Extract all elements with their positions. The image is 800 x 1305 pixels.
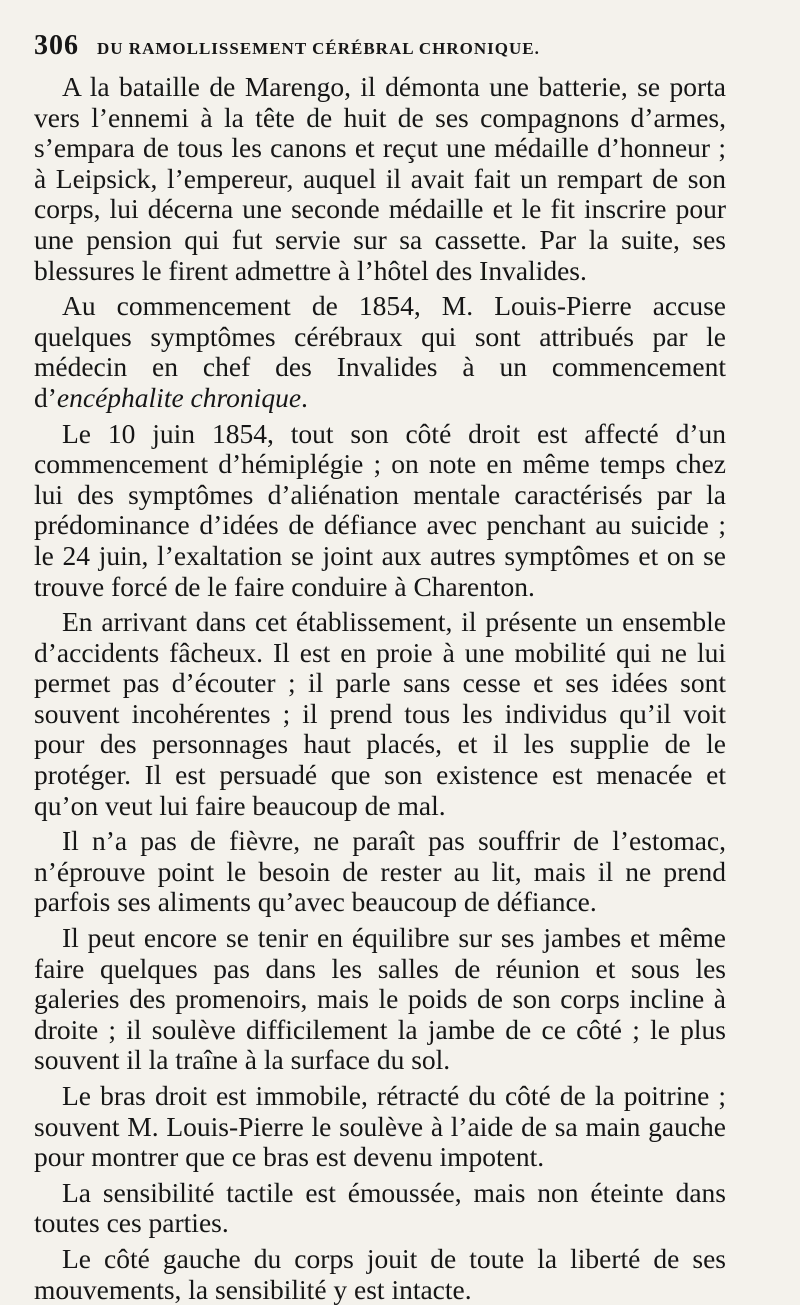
paragraph-sensibilite: La sensibilité tactile est émoussée, mais non éteinte dans toutes ces parties. [34,1176,726,1239]
paragraph-1854-end: . [301,381,308,413]
page-header [34,30,774,62]
body-text [34,72,726,1305]
paragraph-bras-droit: Le bras droit est immobile, rétracté du côté de la poitrine ; souvent M. Louis-Pierre le soulève à l’aide de sa main gauche pour montrer que ce bras est devenu impotent. [34,1080,726,1173]
paragraph-1854 [34,291,726,413]
italic-diagnosis: encéphalite chronique [56,381,302,413]
paragraph-1854-text: Au commencement de 1854, M. Louis-Pierre accuse quelques symptômes cérébraux qui sont attribués par le médecin en chef des Invalides à un commencement d’ [34,290,726,413]
paragraph-fievre: Il n’a pas de fièvre, ne paraît pas souffrir de l’estomac, n’éprouve point le besoin de rester au lit, mais il ne prend parfois ses aliments qu’avec beaucoup de défiance. [34,825,726,918]
running-title: DU RAMOLLISSEMENT CÉRÉBRAL CHRONIQUE. [97,39,540,58]
page-number: 306 [34,30,79,61]
paragraph-equilibre: Il peut encore se tenir en équilibre sur ses jambes et même faire quelques pas dans les salles de réunion et sous les galeries des promenoirs, mais le poids de son corps incline à droite ; il soulève difficilement la jambe de ce côté ; le plus souvent il la traîne à la surface du sol. [34,922,726,1076]
paragraph-cote-gauche: Le côté gauche du corps jouit de toute la liberté de ses mouvements, la sensibilité y est intacte. [34,1242,726,1305]
paragraph-marengo: A la bataille de Marengo, il démonta une batterie, se porta vers l’ennemi à la tête de huit de ses compagnons d’armes, s’empara de tous les canons et reçut une médaille d’honneur ; à Leipsick, l’empereur, auquel il avait fait un rempart de son corps, lui décerna une seconde médaille et le fit inscrire pour une pension qui fut servie sur sa cassette. Par la suite, ses blessures le firent admettre à l’hôtel des Invalides. [34,71,726,286]
paragraph-10-juin: Le 10 juin 1854, tout son côté droit est affecté d’un commencement d’hémiplégie ; on note en même temps chez lui des symptômes d’aliénation mentale caractérisés par la prédominance d’idées de défiance avec penchant au suicide ; le 24 juin, l’exaltation se joint aux autres symptômes et on se trouve forcé de le faire conduire à Charenton. [34,417,726,602]
paragraph-arrivee: En arrivant dans cet établissement, il présente un ensemble d’accidents fâcheux. Il est en proie à une mobilité qui ne lui permet pas d’écouter ; il parle sans cesse et ses idées sont souvent incohérentes ; il prend tous les individus qu’il voit pour des personnages haut placés, et il les supplie de le protéger. Il est persuadé que son existence est menacée et qu’on veut lui faire beaucoup de mal. [34,606,726,821]
